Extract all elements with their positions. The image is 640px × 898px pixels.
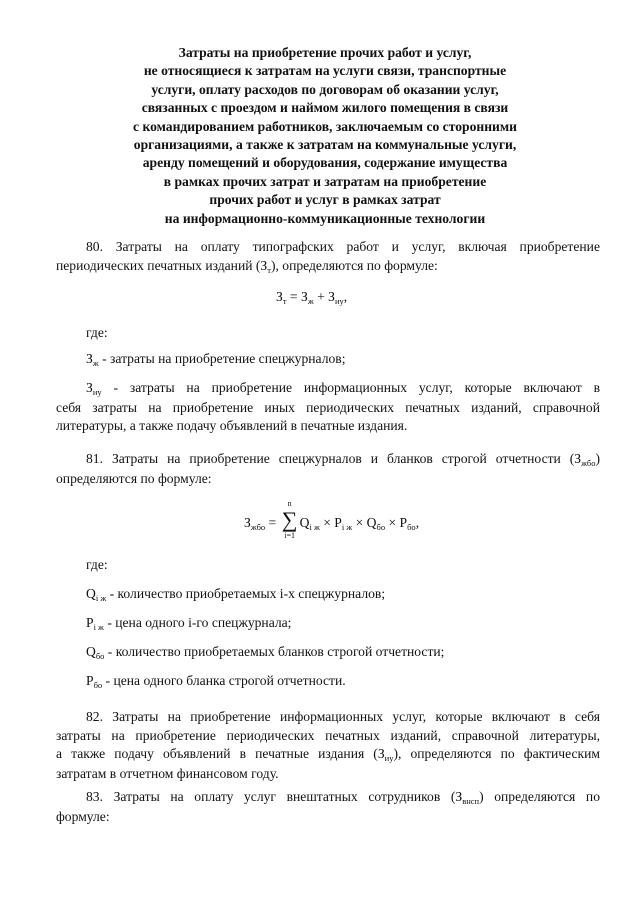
paragraph-line: литературы, а также подачу объявлений в печатные издания. [56,418,408,434]
paragraph-line: формуле: [56,808,110,824]
formula-symbol: Q [86,644,96,659]
heading-line: аренду помещений и оборудования, содержание имущества [142,155,508,171]
text-run: а также подачу объявлений в печатные издания (З [56,746,385,762]
sum-lower-limit: i=1 [284,531,295,540]
subscript: внсп [462,796,480,806]
formula-symbol: З [276,289,283,304]
formula-symbol: З [86,351,93,366]
formula-symbol: З [86,380,93,395]
paragraph-line: 82. Затраты на приобретение информационных услуг, которые включают в себя [86,709,600,724]
subscript: жбо [581,458,596,468]
subscript: i ж [93,622,104,632]
text-run: - затраты на приобретение информационных услуг, которые включают в [101,380,600,395]
subscript: т [282,296,287,306]
text-run: 81. Затраты на приобретение спецжурналов и бланков строгой отчетности (З [86,451,582,466]
formula-zhbo [244,499,420,540]
subscript: бо [407,522,416,532]
subscript: иу [334,296,344,306]
formula-zt [276,288,347,307]
formula-symbol: P [86,673,94,688]
text-run: ), определяются по фактическим [393,746,600,762]
definition-qbo [56,643,600,663]
text-run: - цена одного бланка строгой отчетности. [102,673,346,688]
text-run: - количество приобретаемых i-х спецжурналов; [106,586,386,601]
heading-line: в рамках прочих затрат и затратам на приобретение [163,173,487,189]
paragraph-line [56,745,600,765]
subscript: бо [93,680,103,690]
formula-symbol: Q [86,586,96,601]
paragraph-82 [56,708,600,783]
text-run: ), определяются по формуле: [270,257,438,273]
subscript: i ж [95,593,107,603]
heading-line: с командированием работников, заключаемым со сторонними [133,118,517,134]
definition-qizh [56,585,600,605]
formula-symbol: P [86,615,94,630]
paragraph-81 [56,450,600,488]
formula-operator: × [385,515,400,530]
heading-line: услуги, оплату расходов по договорам об оказании услуг, [151,81,499,97]
paragraph-line [56,614,600,634]
subscript: иу [384,753,394,764]
text-run: - затраты на приобретение спецжурналов; [98,351,346,366]
heading-line: не относящиеся к затратам на услуги связи, транспортные [143,63,507,79]
paragraph-line: затратам в отчетном финансовом году. [56,765,279,781]
where-text: где: [86,325,108,340]
subscript: иу [92,387,102,397]
formula-operator: = [286,289,301,304]
sum-upper-limit: n [287,499,292,508]
formula-operator: + [313,289,329,304]
paragraph-line [56,450,600,470]
formula-symbol: P [399,515,408,530]
formula-symbol: З [301,289,308,304]
subscript: т [267,264,271,275]
subscript: ж [92,358,99,368]
paragraph-line: определяются по формуле: [56,470,212,486]
formula-symbol: З [328,289,335,304]
paragraph-line [56,643,600,663]
text-run: - цена одного i-го спецжурнала; [103,615,292,630]
paragraph-line [56,379,600,399]
subscript: ж [307,296,314,306]
subscript: бо [376,522,386,532]
where-label-2 [56,556,600,575]
summation-sign [281,499,298,540]
paragraph-line [56,672,600,692]
subscript: жбо [250,522,266,532]
paragraph-line [56,788,600,808]
text-run: ) [595,451,600,466]
definition-pbo [56,672,600,692]
formula-punct: , [343,289,348,304]
subscript: i ж [341,522,353,532]
where-text: где: [86,557,108,572]
heading-line: связанных с проездом и наймом жилого помещения в связи [141,100,509,116]
formula-operator: = [265,515,280,530]
text-run: ) определяются по [479,789,600,804]
paragraph-line: себя затраты на приобретение иных периодических печатных изданий, справочной [56,399,600,415]
text-run: 83. Затраты на оплату услуг внештатных сотрудников (З [86,789,463,804]
section-heading [60,44,590,228]
heading-line: организациями, а также к затратам на коммунальные услуги, [133,137,517,153]
formula-operator: × [352,515,367,530]
text-run: - количество приобретаемых бланков строгой отчетности; [104,644,445,659]
definition-ziu [56,379,600,436]
paragraph-line: 80. Затраты на оплату типографских работ и услуг, включая приобретение [86,239,600,254]
subscript: бо [95,651,105,661]
paragraph-83 [56,788,600,826]
formula-symbol: P [334,515,342,530]
paragraph-line [56,350,600,370]
formula-symbol: Q [366,515,377,530]
formula-punct: , [415,515,420,530]
text-run: периодических печатных изданий (З [56,257,268,273]
definition-pizh [56,614,600,634]
formula-symbol: Q [299,515,310,530]
heading-line: на информационно-коммуникационные технологии [164,210,486,226]
where-label-1 [56,324,600,343]
subscript: i ж [309,522,320,532]
definition-zh [56,350,600,370]
formula-operator: × [319,515,335,530]
paragraph-line [56,585,600,605]
paragraph-80 [56,238,600,276]
heading-line: Затраты на приобретение прочих работ и услуг, [178,45,472,60]
heading-line: прочих работ и услуг в рамках затрат [209,192,441,208]
paragraph-line: затраты на приобретение периодических печатных изданий, справочной литературы, [56,727,600,743]
sigma-symbol: ∑ [281,507,298,532]
paragraph-line [56,257,600,277]
formula-symbol: З [244,515,251,530]
